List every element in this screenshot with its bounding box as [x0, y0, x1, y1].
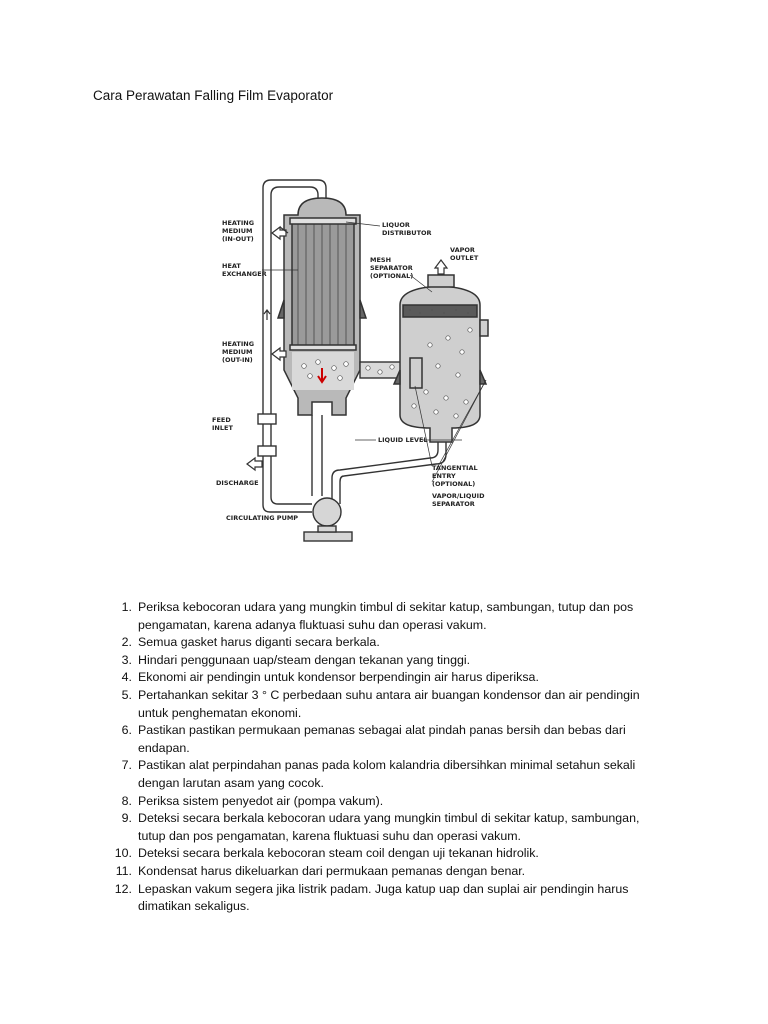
list-item	[110, 845, 670, 863]
list-item	[110, 634, 670, 652]
list-item-text: Deteksi secara berkala kebocoran udara yang mungkin timbul di sekitar katup, sambungan, tutup dan pos pengamatan, karena fluktuasi suhu dan operasi vakum.	[138, 811, 640, 843]
list-item-number: 5.	[121, 687, 132, 702]
label-heating-medium-in-out: HEATING MEDIUM (IN-OUT)	[222, 219, 255, 243]
list-item	[110, 722, 670, 757]
list-item-text: Pertahankan sekitar 3 ° C perbedaan suhu antara air buangan kondensor dan air pendingin untuk penghematan ekonomi.	[138, 687, 640, 720]
label-heat-exchanger: HEAT EXCHANGER	[222, 262, 267, 278]
list-item	[110, 793, 670, 811]
label-feed-inlet: FEED INLET	[212, 416, 233, 432]
label-vapor-liquid-separator: VAPOR/LIQUID SEPARATOR	[432, 492, 485, 508]
list-item-number: 8.	[121, 793, 132, 808]
list-item-text: Periksa sistem penyedot air (pompa vakum).	[138, 793, 384, 808]
list-item-number: 9.	[121, 811, 132, 826]
list-item-number: 11.	[115, 863, 132, 878]
list-item-text: Periksa kebocoran udara yang mungkin timbul di sekitar katup, sambungan, tutup dan pos pengamatan, karena adanya fluktuasi suhu dan operasi vakum.	[138, 600, 634, 632]
label-vapor-outlet: VAPOR OUTLET	[450, 246, 479, 262]
list-item-number: 6.	[121, 723, 132, 738]
list-item-number: 1.	[121, 600, 132, 614]
list-item	[110, 757, 670, 792]
list-item-text: Hindari penggunaan uap/steam dengan tekanan yang tinggi.	[138, 652, 471, 667]
label-mesh-separator: MESH SEPARATOR (OPTIONAL)	[370, 256, 414, 280]
evaporator-diagram	[200, 170, 520, 555]
list-item-text: Pastikan alat perpindahan panas pada kolom kalandria dibersihkan minimal setahun sekali dengan larutan asam yang cocok.	[138, 758, 636, 790]
list-item-number: 10.	[114, 846, 132, 861]
list-item-number: 7.	[121, 758, 132, 773]
list-item-text: Pastikan pastikan permukaan pemanas sebagai alat pindah panas bersih dan bebas dari endapan.	[138, 723, 626, 755]
document-title: Cara Perawatan Falling Film Evaporator	[93, 88, 334, 103]
label-liquid-level: LIQUID LEVEL	[378, 436, 428, 444]
list-item-text: Lepaskan vakum segera jika listrik padam. Juga katup uap dan suplai air pendingin harus dimatikan sekaligus.	[138, 881, 629, 914]
label-discharge: DISCHARGE	[216, 479, 259, 487]
maintenance-steps-list	[110, 599, 670, 916]
list-item	[110, 599, 670, 634]
list-item	[110, 652, 670, 670]
list-item-text: Ekonomi air pendingin untuk kondensor berpendingin air harus diperiksa.	[138, 670, 539, 685]
label-heating-medium-out-in: HEATING MEDIUM (OUT-IN)	[222, 340, 255, 364]
list-item-text: Kondensat harus dikeluarkan dari permukaan pemanas dengan benar.	[138, 863, 526, 878]
list-item	[110, 881, 670, 916]
list-item-number: 2.	[121, 635, 132, 650]
list-item-number: 3.	[121, 652, 132, 667]
list-item-number: 12.	[114, 881, 132, 896]
list-item	[110, 863, 670, 881]
vapor-liquid-separator	[394, 275, 488, 442]
list-item	[110, 669, 670, 687]
list-item	[110, 687, 670, 722]
list-item-number: 4.	[121, 670, 132, 685]
label-liquor-distributor: LIQUOR DISTRIBUTOR	[382, 221, 432, 237]
list-item-text: Semua gasket harus diganti secara berkala.	[138, 635, 380, 650]
label-tangential-entry: TANGENTIAL ENTRY (OPTIONAL)	[432, 464, 478, 488]
list-item	[110, 810, 670, 845]
label-circulating-pump: CIRCULATING PUMP	[226, 514, 299, 522]
list-item-text: Deteksi secara berkala kebocoran steam coil dengan uji tekanan hidrolik.	[138, 846, 539, 861]
